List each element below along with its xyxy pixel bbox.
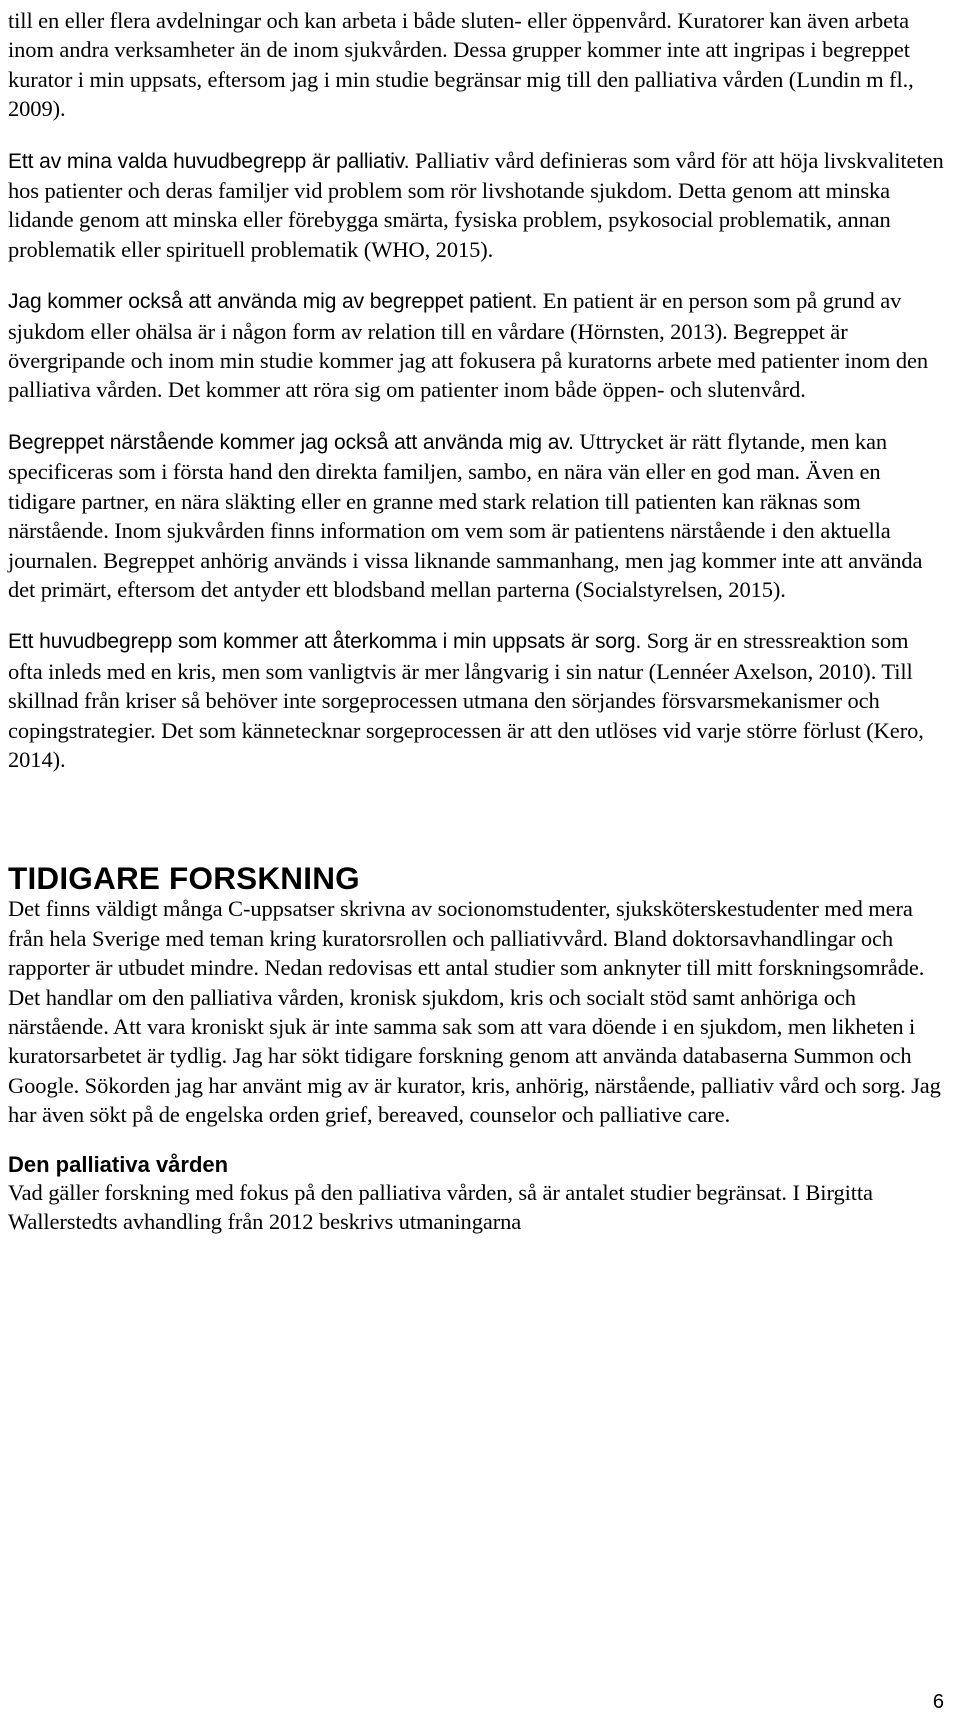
document-page	[8, 0, 948, 1236]
subsection-heading-palliativa-varden: Den palliativa vården	[8, 1151, 229, 1177]
paragraph-lead-sentence: Ett huvudbegrepp som kommer att återkomma i min uppsats är sorg.	[8, 630, 642, 654]
paragraph-text: Sorg är en stressreaktion som ofta inleds med en kris, men som vanligtvis är mer långvarig i sin natur (Lennéer Axelson, 2010). Till skillnad från kriser så behöver inte sorgeprocessen utmana den sörjandes försvarsmekanismer och copingstrategier. Det som kännetecknar sorgeprocessen är att den utlöses vid varje större förlust (Kero, 2014).	[8, 628, 924, 772]
paragraph-text: till en eller flera avdelningar och kan arbeta i både sluten- eller öppenvård. Kuratorer kan även arbeta inom andra verksamheter än de inom sjukvården. Dessa grupper kommer inte att ingripas i begreppet kurator i min uppsats, eftersom jag i min studie begränsar mig till den palliativa vården (Lundin m fl., 2009).	[8, 8, 914, 122]
paragraph-lead-sentence: Begreppet närstående kommer jag också att använda mig av.	[8, 430, 574, 454]
paragraph-text: En patient är en person som på grund av sjukdom eller ohälsa är i någon form av relation till en vårdare (Hörnsten, 2013). Begreppet är övergripande och inom min studie kommer jag att fokusera på kuratorns arbete med patienter inom den palliativa vården. Det kommer att röra sig om patienter inom både öppen- och slutenvård.	[8, 288, 929, 403]
paragraph-text: Det finns väldigt många C-uppsatser skrivna av socionomstudenter, sjuksköterskestudenter med mera från hela Sverige med teman kring kuratorsrollen och palliativvård. Bland doktorsavhandlingar och rapporter är utbudet mindre. Nedan redovisas ett antal studier som anknyter till mitt forskningsområde. Det handlar om den palliativa vården, kronisk sjukdom, kris och socialt stöd samt anhöriga och närstående. Att vara kroniskt sjuk är inte samma sak som att vara döende i en sjukdom, men likheten i kuratorsarbetet är tydlig. Jag har sökt tidigare forskning genom att använda databaserna Summon och Google. Sökorden jag har använt mig av är kurator, kris, anhörig, närstående, palliativ vård och sorg. Jag har även sökt på de engelska orden grief, bereaved, counselor och palliative care.	[8, 896, 941, 1128]
page-number: 6	[932, 1691, 944, 1713]
paragraph-palliativ-definition	[8, 146, 948, 265]
paragraph-palliativa-varden	[8, 1178, 948, 1237]
paragraph-text: Uttrycket är rätt flytande, men kan specificeras som i första hand den direkta familjen, sambo, en nära vän eller en god man. Även en tidigare partner, en nära släkting eller en granne med stark relation till patienten kan räknas som närstående. Inom sjukvården finns information om vem som är patientens närstående i den aktuella journalen. Begreppet anhörig används i vissa liknande sammanhang, men jag kommer inte att använda det primärt, eftersom det antyder ett blodsband mellan parterna (Socialstyrelsen, 2015).	[8, 428, 923, 602]
paragraph-text: Palliativ vård definieras som vård för att höja livskvaliteten hos patienter och deras familjer vid problem som rör livshotande sjukdom. Detta genom att minska lidande genom att minska eller förebygga smärta, fysiska problem, psykosocial problematik, annan problematik eller spirituell problematik (WHO, 2015).	[8, 147, 944, 262]
section-heading-tidigare-forskning: TIDIGARE FORSKNING	[8, 860, 360, 897]
paragraph-sorg-definition	[8, 626, 948, 774]
paragraph-research-overview	[8, 894, 948, 1129]
paragraph-text: Vad gäller forskning med fokus på den palliativa vården, så är antalet studier begränsat. I Birgitta Wallerstedts avhandling från 2012 beskrivs utmaningarna	[8, 1179, 873, 1234]
paragraph-narstaende-definition	[8, 427, 948, 604]
paragraph-patient-definition	[8, 286, 948, 405]
paragraph-lead-sentence: Ett av mina valda huvudbegrepp är palliativ.	[8, 149, 410, 173]
paragraph-lead-sentence: Jag kommer också att använda mig av begreppet patient.	[8, 290, 538, 314]
paragraph-kurator-scope	[8, 6, 948, 124]
